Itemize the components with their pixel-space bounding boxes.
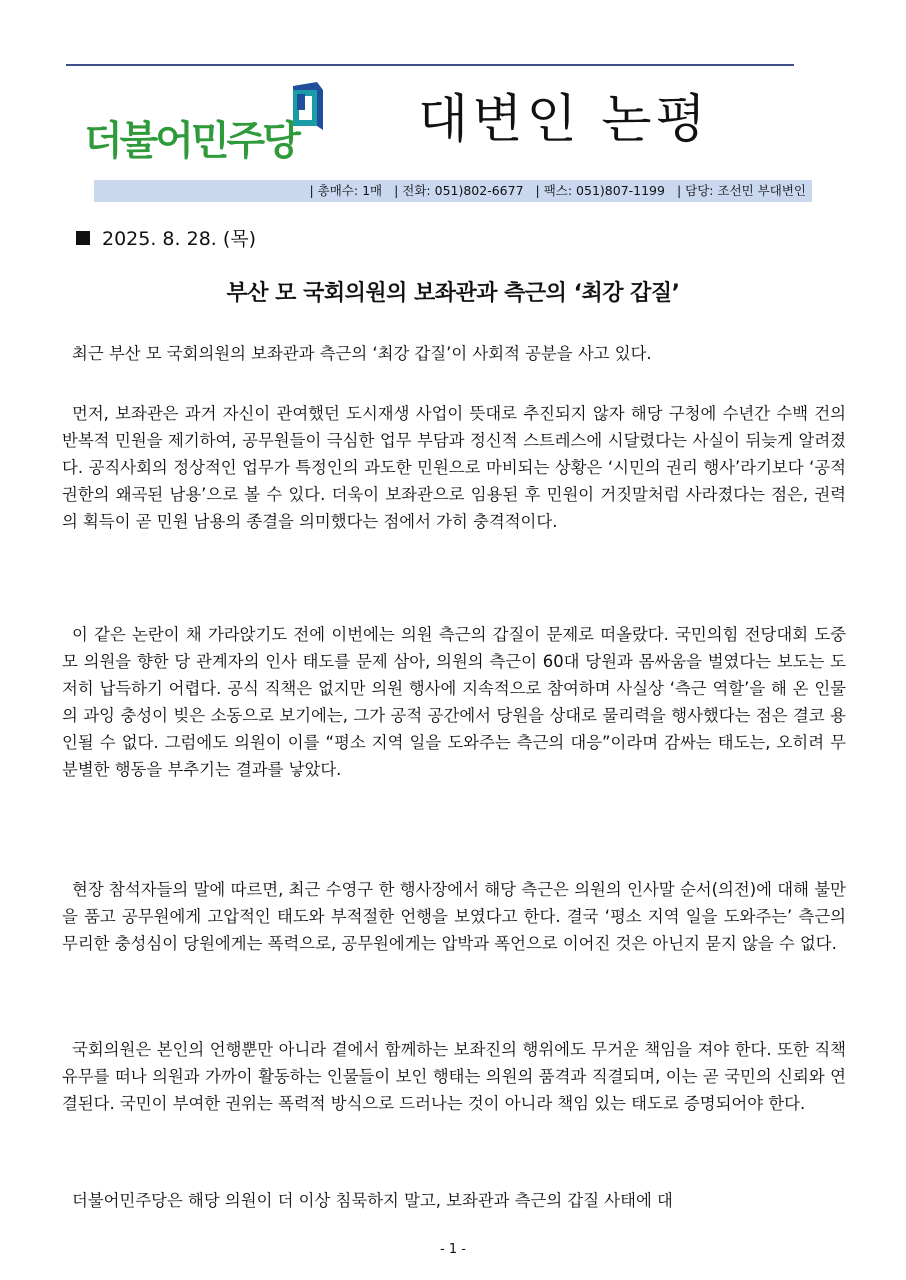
document-type-title: 대변인 논평 [418,90,710,150]
paragraph: 현장 참석자들의 말에 따르면, 최근 수영구 한 행사장에서 해당 측근은 의원의 인사말 순서(의전)에 대해 불만을 품고 공무원에게 고압적인 태도와 부적절한 언행을 보였다고 한다. 결국 ‘평소 지역 일을 도와주는’ 측근의 무리한 충성심이 당원에게는 폭력으로, 공무원에게는 압박과 폭언으로 이어진 것은 아닌지 묻지 않을 수 없다. [62,880,846,953]
party-logo [84,76,334,176]
paragraph: 이 같은 논란이 채 가라앉기도 전에 이번에는 의원 측근의 갑질이 문제로 떠올랐다. 국민의힘 전당대회 도중 모 의원을 향한 당 관계자의 인사 태도를 문제 삼아, 의원의 측근이 60대 당원과 몸싸움을 벌였다는 보도는 도저히 납득하기 어렵다. 공식 직책은 없지만 의원 행사에 지속적으로 참여하며 사실상 ‘측근 역할’을 해 온 인물의 과잉 충성이 빚은 소동으로 보기에는, 그가 공적 공간에서 당원을 상대로 물리력을 행사했다는 점은 결코 용인될 수 없다. 그럼에도 의원이 이를 “평소 지역 일을 도와주는 측근의 대응”이라며 감싸는 태도는, 오히려 무분별한 행동을 부추기는 결과를 낳았다. [62,625,846,779]
headline: 부산 모 국회의원의 보좌관과 측근의 ‘최강 갑질’ [226,281,680,306]
paragraph: 더불어민주당은 해당 의원이 더 이상 침묵하지 말고, 보좌관과 측근의 갑질 사태에 대 [72,1191,673,1210]
paragraph: 최근 부산 모 국회의원의 보좌관과 측근의 ‘최강 갑질’이 사회적 공분을 사고 있다. [72,344,652,363]
info-contact-person: | 담당: 조선민 부대변인 [676,183,806,198]
date-line [76,225,256,253]
info-fax: | 팩스: 051)807-1199 [535,183,665,198]
contact-info-bar [94,180,812,202]
release-date: 2025. 8. 28. (목) [102,228,257,250]
page-number: - 1 - [440,1242,466,1257]
info-phone: | 전화: 051)802-6677 [394,183,524,198]
party-logo-text: 더불어민주당 [84,118,298,164]
top-rule [66,64,794,66]
paragraph: 국회의원은 본인의 언행뿐만 아니라 곁에서 함께하는 보좌진의 행위에도 무거운 책임을 져야 한다. 또한 직책 유무를 떠나 의원과 가까이 활동하는 인물들이 보인 행태는 의원의 품격과 직결되며, 이는 곧 국민의 신뢰와 연결된다. 국민이 부여한 권위는 폭력적 방식으로 드러나는 것이 아니라 책임 있는 태도로 증명되어야 한다. [62,1040,846,1113]
info-total-pages: | 총매수: 1매 [309,183,383,198]
paragraph: 먼저, 보좌관은 과거 자신이 관여했던 도시재생 사업이 뜻대로 추진되지 않자 해당 구청에 수년간 수백 건의 반복적 민원을 제기하여, 공무원들이 극심한 업무 부담과 정신적 스트레스에 시달렸다는 사실이 뒤늦게 알려졌다. 공직사회의 정상적인 업무가 특정인의 과도한 민원으로 마비되는 상황은 ‘시민의 권리 행사’라기보다 ‘공적 권한의 왜곡된 남용’으로 볼 수 있다. 더욱이 보좌관으로 임용된 후 민원이 거짓말처럼 사라졌다는 점은, 권력의 획득이 곧 민원 남용의 종결을 의미했다는 점에서 가히 충격적이다. [62,404,846,531]
square-bullet-icon [76,231,90,245]
